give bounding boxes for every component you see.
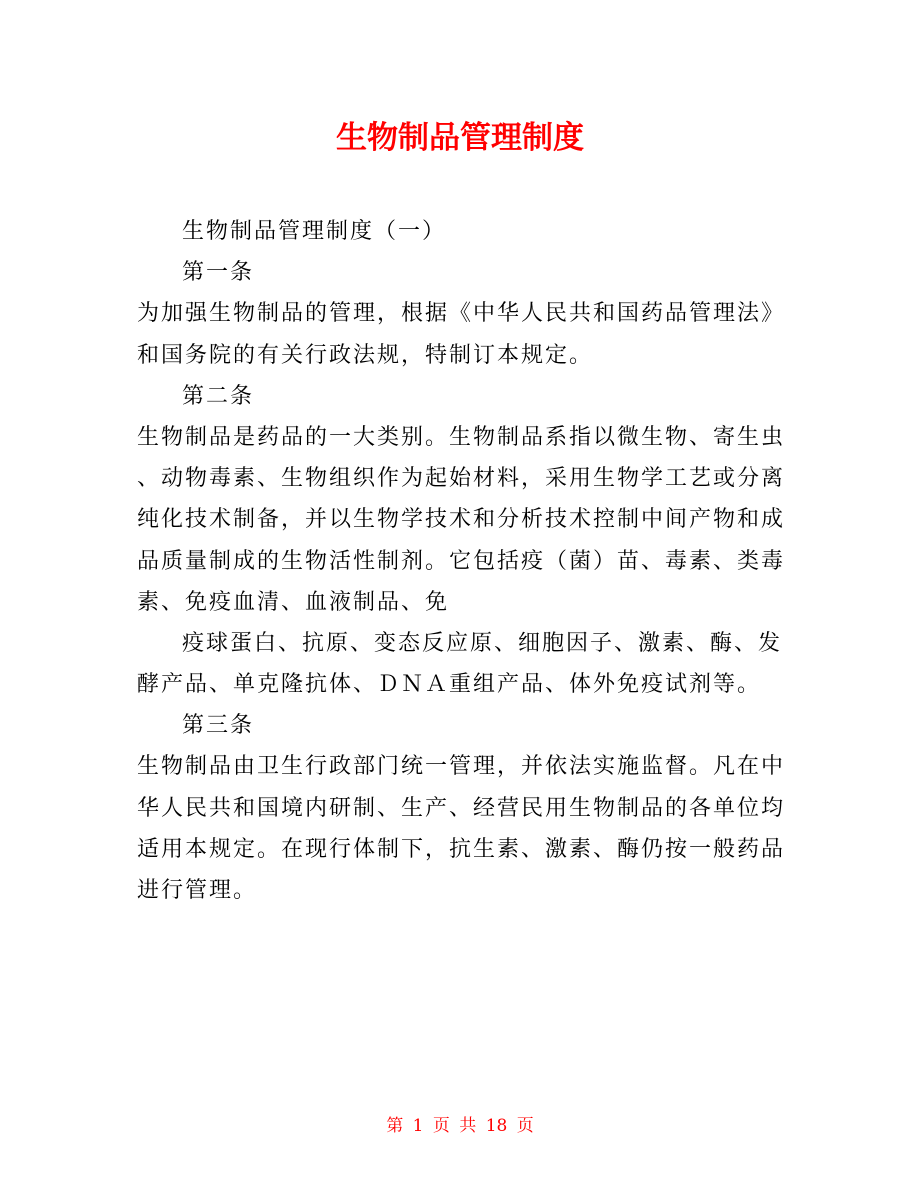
paragraph-line: 为加强生物制品的管理，根据《中华人民共和国药品管理法》 (137, 301, 786, 327)
document-title: 生物制品管理制度 (336, 120, 584, 156)
section-heading: 生物制品管理制度（一） (182, 219, 447, 244)
article-heading-3: 第三条 (182, 713, 255, 739)
article-heading-2: 第二条 (182, 383, 255, 409)
paragraph-line: 纯化技术制备，并以生物学技术和分析技术控制中间产物和成 (137, 507, 786, 533)
paragraph-line: 华人民共和国境内研制、生产、经营民用生物制品的各单位均 (137, 795, 786, 821)
paragraph-line: 疫球蛋白、抗原、变态反应原、细胞因子、激素、酶、发 (182, 630, 783, 656)
paragraph-line: 生物制品由卫生行政部门统一管理，并依法实施监督。凡在中 (137, 754, 786, 780)
document-body (137, 211, 785, 911)
paragraph-line: 、动物毒素、生物组织作为起始材料，采用生物学工艺或分离 (137, 466, 786, 492)
paragraph-line: 适用本规定。在现行体制下，抗生素、激素、酶仍按一般药品 (137, 836, 786, 862)
article-heading-1: 第一条 (182, 260, 255, 286)
paragraph-line: 品质量制成的生物活性制剂。它包括疫（菌）苗、毒素、类毒 (137, 548, 786, 574)
page-number-footer: 第 1 页 共 18 页 (386, 1116, 534, 1136)
paragraph-line: 酵产品、单克隆抗体、ＤＮＡ重组产品、体外免疫试剂等。 (137, 672, 762, 698)
paragraph-line: 和国务院的有关行政法规，特制订本规定。 (137, 342, 594, 368)
paragraph-line: 进行管理。 (137, 878, 258, 903)
paragraph-line: 素、免疫血清、血液制品、免 (137, 589, 450, 615)
paragraph-line: 生物制品是药品的一大类别。生物制品系指以微生物、寄生虫 (137, 424, 786, 450)
